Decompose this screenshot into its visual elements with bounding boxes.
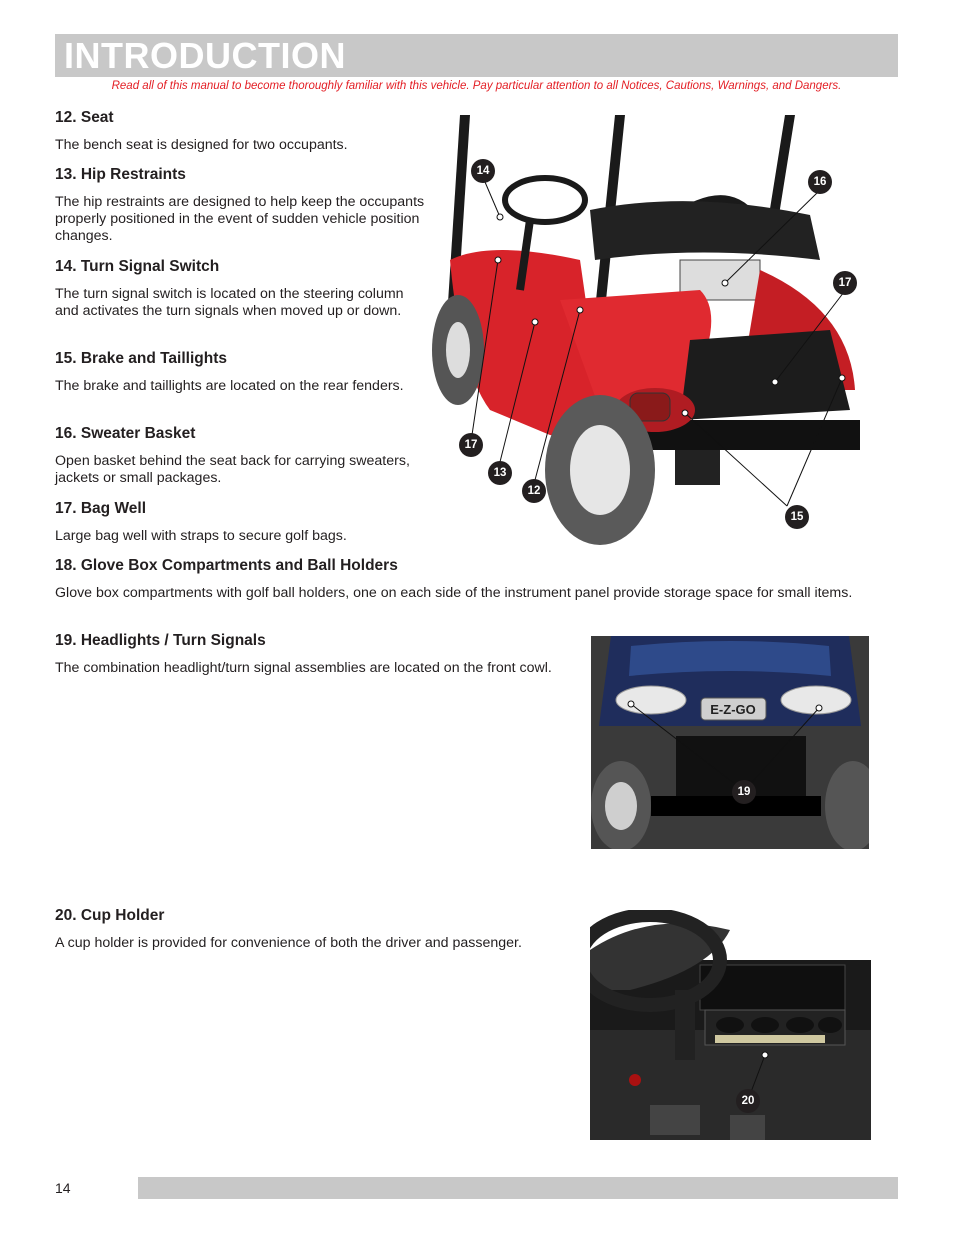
- callout-19: 19: [732, 780, 756, 804]
- hip-heading: 13. Hip Restraints: [55, 166, 186, 183]
- dash-figure: [590, 910, 871, 1140]
- sweater-heading: 16. Sweater Basket: [55, 425, 196, 442]
- glove-body: Glove box compartments with golf ball holders, one on each side of the instrument panel provide storage space for small items.: [55, 585, 853, 601]
- page-title: INTRODUCTION: [64, 35, 346, 76]
- callout-20: 20: [736, 1089, 760, 1113]
- bag-body: Large bag well with straps to secure golf bags.: [55, 528, 347, 544]
- headlights-body: The combination headlight/turn signal assemblies are located on the front cowl.: [55, 660, 552, 676]
- intro-note: Read all of this manual to become thoroughly familiar with this vehicle. Pay particular attention to all Notices, Cautions, Warnings, and Dangers.: [111, 80, 842, 92]
- callout-12: 12: [522, 479, 546, 503]
- footer-bar: [138, 1177, 898, 1199]
- front-cart-figure: [591, 636, 869, 849]
- turn-heading: 14. Turn Signal Switch: [55, 258, 220, 275]
- callout-17-left: 17: [459, 433, 483, 457]
- glove-heading: 18. Glove Box Compartments and Ball Holders: [55, 557, 398, 574]
- hip-body: The hip restraints are designed to help keep the occupants properly positioned in the event of sudden vehicle position changes.: [55, 194, 425, 244]
- callout-15: 15: [785, 505, 809, 529]
- headlights-heading: 19. Headlights / Turn Signals: [55, 632, 266, 649]
- cup-heading: 20. Cup Holder: [55, 907, 165, 924]
- rear-cart-figure: [430, 110, 875, 555]
- front-cart-illustration: [591, 636, 869, 849]
- callout-17-right: 17: [833, 271, 857, 295]
- seat-body: The bench seat is designed for two occupants.: [55, 137, 348, 153]
- seat-heading: 12. Seat: [55, 109, 114, 126]
- sweater-body: Open basket behind the seat back for carrying sweaters, jackets or small packages.: [55, 453, 410, 486]
- callout-16: 16: [808, 170, 832, 194]
- brake-body: The brake and taillights are located on the rear fenders.: [55, 378, 404, 394]
- front-brand-logo: E-Z-GO: [710, 702, 756, 717]
- callout-13: 13: [488, 461, 512, 485]
- callout-14: 14: [471, 159, 495, 183]
- brake-heading: 15. Brake and Taillights: [55, 350, 227, 367]
- page-number: 14: [55, 1180, 71, 1196]
- dash-illustration: [590, 910, 871, 1140]
- cup-body: A cup holder is provided for convenience of both the driver and passenger.: [55, 935, 522, 951]
- turn-body: The turn signal switch is located on the steering column and activates the turn signals when moved up or down.: [55, 286, 404, 319]
- bag-heading: 17. Bag Well: [55, 500, 147, 517]
